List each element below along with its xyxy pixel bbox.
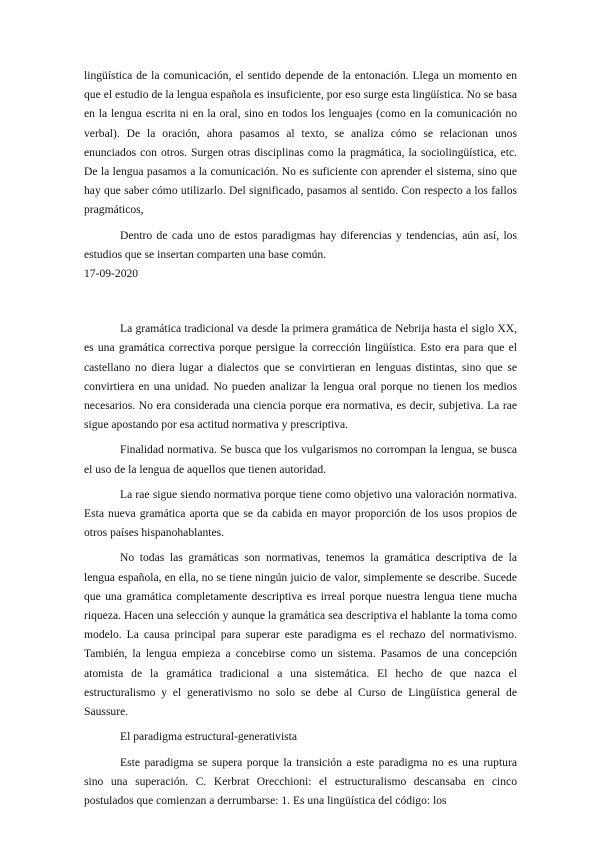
document-page	[84, 66, 517, 810]
paragraph-rae: La rae sigue siendo normativa porque tiene como objetivo una valoración normativa. Esta nueva gramática aporta que se da cabida en mayor proporción de los usos propios de otros países hispanohablantes.	[84, 487, 517, 540]
paragraph-traditional-grammar: La gramática tradicional va desde la primera gramática de Nebrija hasta el siglo XX, es una gramática correctiva porque persigue la corrección lingüística. Esto era para que el castellano no diera lugar a dialectos que se convirtieran en lenguas distintas, sino que se convirtiera en una unidad. No pueden analizar la lengua oral porque no tienen los medios necesarios. No era considerada una ciencia porque era normativa, es decir, subjetiva. La rae sigue apostando por esa actitud normativa y prescriptiva.	[84, 322, 517, 432]
paragraph-descriptive-grammar: No todas las gramáticas son normativas, tenemos la gramática descriptiva de la lengua española, en ella, no se tiene ningún juicio de valor, simplemente se describe. Sucede que una gramática completamente descriptiva es irreal porque nuestra lengua tiene mucha riqueza. Hacen una selección y aunque la gramática sea descriptiva el hablante la toma como modelo. La causa principal para superar este paradigma es el rechazo del normativismo. También, la lengua empieza a concebirse como un sistema. Pasamos de una concepción atomista de la gramática tradicional a una sistemática. El hecho de que nazca el estructuralismo y el generativismo no solo se debe al Curso de Lingüística general de Saussure.	[84, 551, 517, 719]
paragraph-paradigms: Dentro de cada uno de estos paradigmas hay diferencias y tendencias, aún así, los estudios que se insertan comparten una base común.	[84, 228, 517, 261]
paragraph-structuralism: Este paradigma se supera porque la transición a este paradigma no es una ruptura sino una superación. C. Kerbrat Orecchioni: el estructuralismo descansaba en cinco postulados que comienzan a derrumbarse: 1. Es una lingüística del código: los	[84, 755, 517, 807]
date-heading: 17-09-2020	[84, 267, 139, 281]
paragraph-pragmatics: lingüística de la comunicación, el sentido depende de la entonación. Llega un momento en que el estudio de la lengua española es insuficiente, por eso surge esta lingüística. No se basa en la lengua escrita ni en la oral, sino en todos los lenguajes (como en la comunicación no verbal). De la oración, ahora pasamos al texto, se analiza cómo se relacionan unos enunciados con otros. Surgen otras disciplinas como la pragmática, la sociolingüística, etc. De la lengua pasamos a la comunicación. No es suficiente con aprender el sistema, sino que hay que saber cómo utilizarlo. Del significado, pasamos al sentido. Con respecto a los fallos pragmáticos,	[84, 69, 517, 217]
paragraph-normative-purpose: Finalidad normativa. Se busca que los vulgarismos no corrompan la lengua, se busca el uso de la lengua de aquellos que tienen autoridad.	[84, 443, 517, 476]
section-heading-structural-generativist: El paradigma estructural-generativista	[120, 730, 298, 744]
